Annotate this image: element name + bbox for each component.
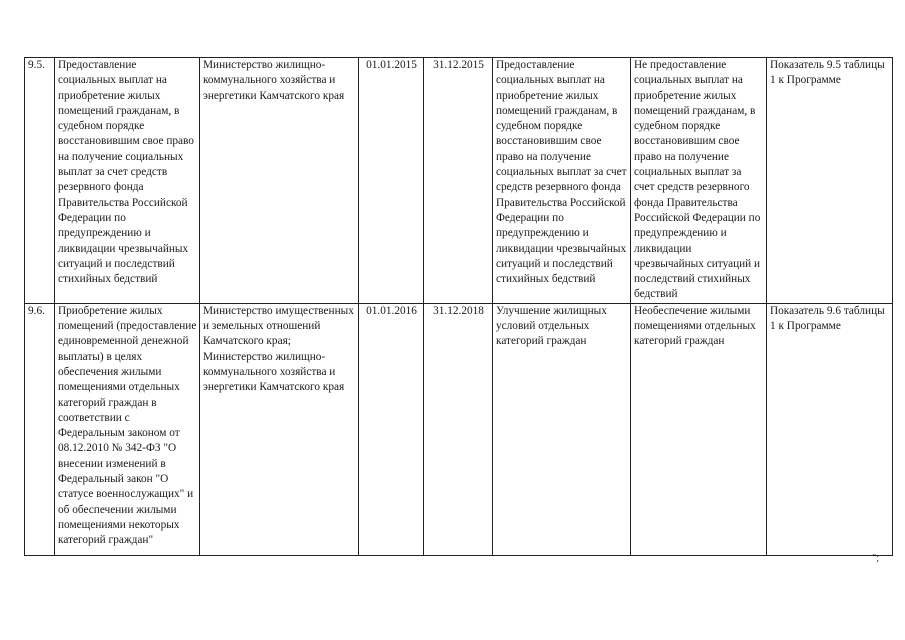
expected-result: Улучшение жилищных условий отдельных категорий граждан <box>493 303 631 555</box>
expected-result: Предоставление социальных выплат на приобретение жилых помещений гражданам, в судебном порядке восстановившим свое право на получение социальных выплат за счет средств резервного фонда Правительства Российской Федерации по предупреждению и ликвидации чрезвычайных ситуаций и последствий стихийных бедствий <box>493 58 631 304</box>
responsible-executor: Министерство имущественных и земельных отношений Камчатского края; Министерство жилищно-коммунального хозяйства и энергетики Камчатского края <box>200 303 359 555</box>
program-indicator: Показатель 9.6 таблицы 1 к Программе <box>767 303 893 555</box>
end-date: 31.12.2015 <box>424 58 493 304</box>
start-date: 01.01.2015 <box>359 58 424 304</box>
table-row <box>25 303 893 555</box>
row-number: 9.5. <box>25 58 55 304</box>
non-implementation-consequence: Необеспечение жилыми помещениями отдельных категорий граждан <box>631 303 767 555</box>
responsible-executor: Министерство жилищно-коммунального хозяйства и энергетики Камчатского края <box>200 58 359 304</box>
table-row <box>25 58 893 304</box>
row-number: 9.6. <box>25 303 55 555</box>
activities-table <box>24 57 893 556</box>
activity-name: Приобретение жилых помещений (предоставление единовременной денежной выплаты) в целях обеспечения жилыми помещениями отдельных категорий граждан в соответствии с Федеральным законом от 08.12.2010 № 342-ФЗ "О внесении изменений в Федеральный закон "О статусе военнослужащих" и об обеспечении жилыми помещениями некоторых категорий граждан" <box>55 303 200 555</box>
end-date: 31.12.2018 <box>424 303 493 555</box>
non-implementation-consequence: Не предоставление социальных выплат на приобретение жилых помещений гражданам, в судебном порядке восстановившим свое право на получение социальных выплат за счет средств резервного фонда Правительства Российской Федерации по предупреждению и ликвидации чрезвычайных ситуаций и последствий стихийных бедствий <box>631 58 767 304</box>
program-indicator: Показатель 9.5 таблицы 1 к Программе <box>767 58 893 304</box>
start-date: 01.01.2016 <box>359 303 424 555</box>
page-end-marks: "; <box>872 553 879 564</box>
activity-name: Предоставление социальных выплат на приобретение жилых помещений гражданам, в судебном порядке восстановившим свое право на получение социальных выплат за счет средств резервного фонда Правительства Российской Федерации по предупреждению и ликвидации чрезвычайных ситуаций и последствий стихийных бедствий <box>55 58 200 304</box>
